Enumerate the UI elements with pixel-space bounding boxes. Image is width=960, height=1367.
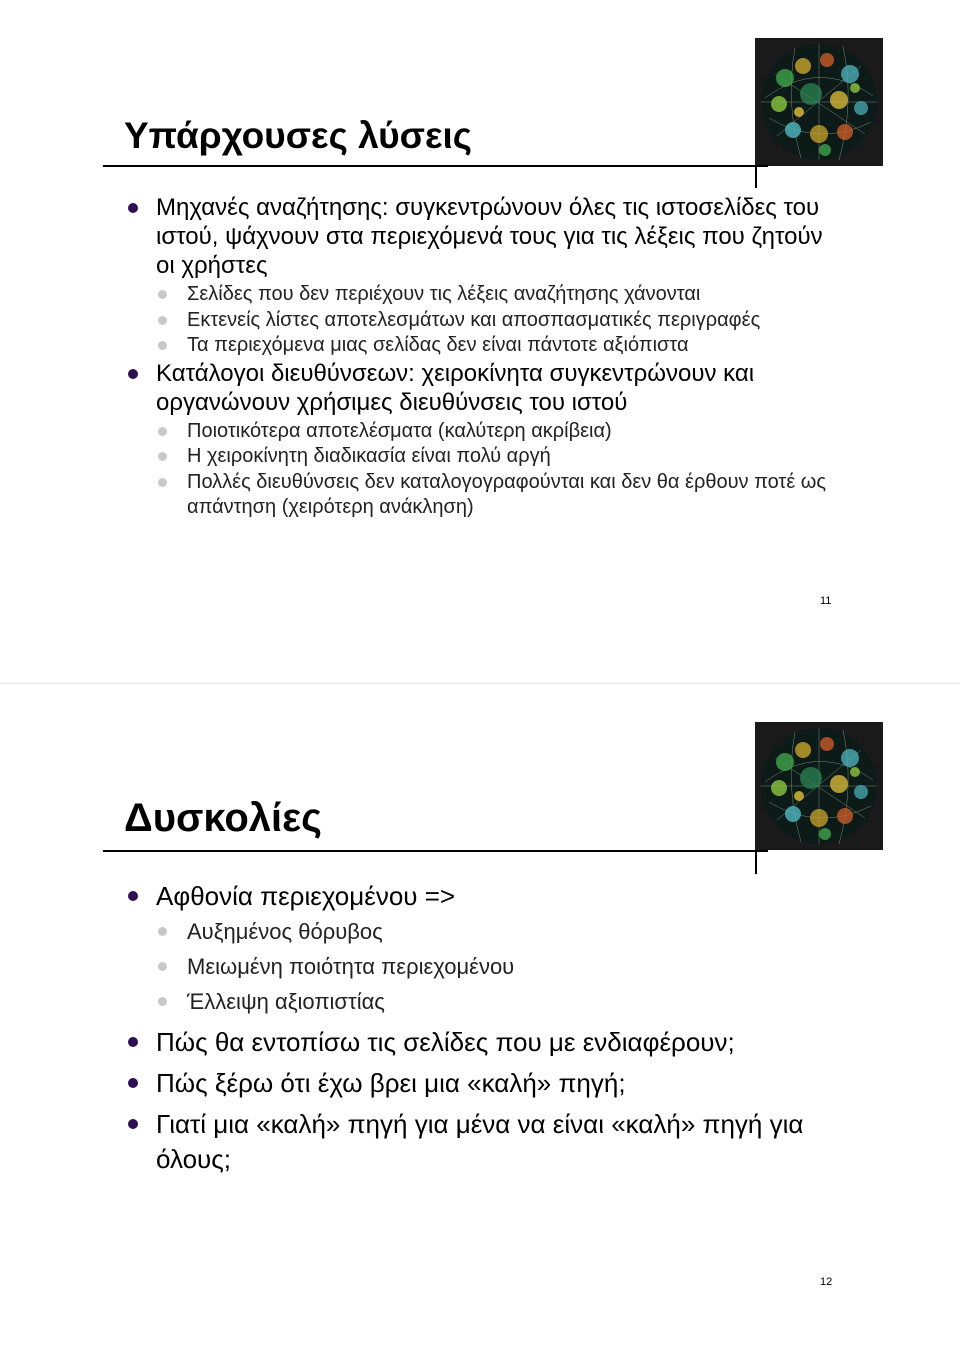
bullet-dot bbox=[128, 1037, 138, 1047]
bullet-item: Γιατί μια «καλή» πηγή για μένα να είναι «καλή» πηγή για όλους; bbox=[128, 1107, 828, 1177]
sub-bullet-dot bbox=[158, 997, 167, 1006]
bullet-item: Αφθονία περιεχομένου => bbox=[128, 879, 828, 914]
page-number: 11 bbox=[820, 595, 832, 607]
sub-bullet-item: Μειωμένη ποιότητα περιεχομένου bbox=[128, 949, 828, 984]
sub-bullet-item: Τα περιεχόμενα μιας σελίδας δεν είναι πάντοτε αξιόπιστα bbox=[128, 333, 828, 359]
sub-bullet-item: Σελίδες που δεν περιέχουν τις λέξεις αναζήτησης χάνονται bbox=[128, 282, 828, 308]
bullet-dot bbox=[128, 1078, 138, 1088]
network-globe-image bbox=[755, 38, 883, 166]
sub-bullet-item: Εκτενείς λίστες αποτελεσμάτων και αποσπασματικές περιγραφές bbox=[128, 308, 828, 334]
sub-bullet-dot bbox=[158, 316, 167, 325]
title-rule bbox=[103, 165, 768, 167]
bullet-list bbox=[128, 879, 828, 1177]
sub-bullet-dot bbox=[158, 962, 167, 971]
sub-bullet-dot bbox=[158, 452, 167, 461]
title-rule-tick bbox=[755, 850, 757, 874]
slide-11 bbox=[0, 0, 960, 683]
sub-bullet-item: Ποιοτικότερα αποτελέσματα (καλύτερη ακρίβεια) bbox=[128, 419, 828, 445]
page-number: 12 bbox=[820, 1276, 833, 1288]
sub-bullet-dot bbox=[158, 478, 167, 487]
bullet-item: Κατάλογοι διευθύνσεων: χειροκίνητα συγκεντρώνουν και οργανώνουν χρήσιμες διευθύνσεις του ιστού bbox=[128, 359, 828, 417]
title-rule-tick bbox=[755, 165, 757, 188]
bullet-item: Μηχανές αναζήτησης: συγκεντρώνουν όλες τις ιστοσελίδες του ιστού, ψάχνουν στα περιεχόμενά τους για τις λέξεις που ζητούν οι χρήστες bbox=[128, 193, 828, 280]
sub-bullet-item: Η χειροκίνητη διαδικασία είναι πολύ αργή bbox=[128, 444, 828, 470]
title-rule bbox=[103, 850, 768, 852]
sub-bullet-item: Αυξημένος θόρυβος bbox=[128, 914, 828, 949]
bullet-dot bbox=[128, 369, 138, 379]
slide-title: Δυσκολίες bbox=[124, 796, 322, 840]
bullet-dot bbox=[128, 891, 138, 901]
network-globe-image bbox=[755, 722, 883, 850]
sub-bullet-item: Πολλές διευθύνσεις δεν καταλογογραφούνται και δεν θα έρθουν ποτέ ως απάντηση (χειρότερη ανάκληση) bbox=[128, 470, 828, 521]
bullet-item: Πώς ξέρω ότι έχω βρει μια «καλή» πηγή; bbox=[128, 1066, 828, 1101]
bullet-dot bbox=[128, 203, 138, 213]
sub-bullet-dot bbox=[158, 341, 167, 350]
bullet-item: Πώς θα εντοπίσω τις σελίδες που με ενδιαφέρουν; bbox=[128, 1025, 828, 1060]
sub-bullet-dot bbox=[158, 427, 167, 436]
slide-title: Υπάρχουσες λύσεις bbox=[124, 115, 473, 156]
bullet-list bbox=[128, 193, 828, 521]
bullet-dot bbox=[128, 1119, 138, 1129]
sub-bullet-item: Έλλειψη αξιοπιστίας bbox=[128, 984, 828, 1019]
sub-bullet-dot bbox=[158, 290, 167, 299]
sub-bullet-dot bbox=[158, 927, 167, 936]
slide-12 bbox=[0, 684, 960, 1367]
